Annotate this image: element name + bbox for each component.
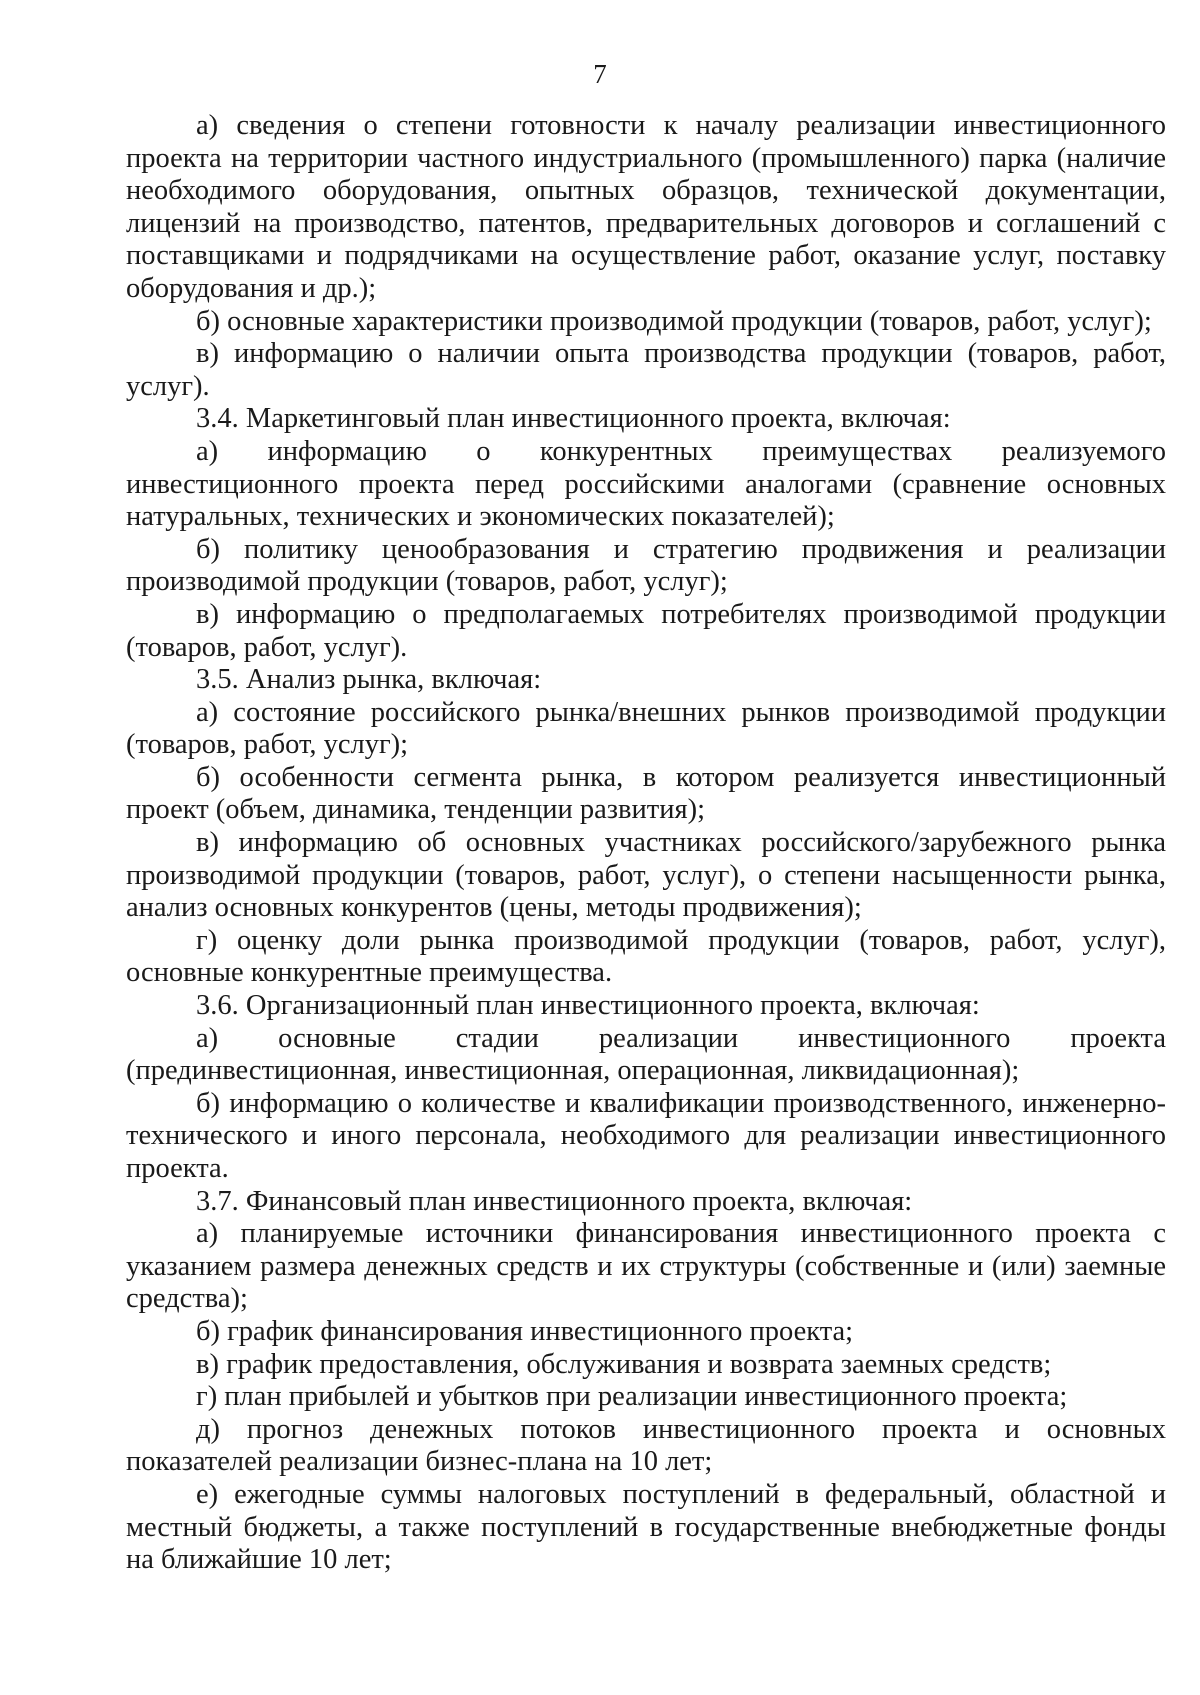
paragraph-3-3-b: б) основные характеристики производимой продукции (товаров, работ, услуг); [196, 305, 1152, 337]
document-body [126, 110, 1166, 1577]
paragraph-3-3-v: в) информацию о наличии опыта производства продукции (товаров, работ, услуг). [126, 338, 1166, 402]
section-heading-3-6: 3.6. Организационный план инвестиционного проекта, включая: [196, 990, 980, 1022]
paragraph-3-7-d: д) прогноз денежных потоков инвестиционного проекта и основных показателей реализации бизнес-плана на 10 лет; [126, 1413, 1166, 1478]
section-heading-3-4: 3.4. Маркетинговый план инвестиционного проекта, включая: [196, 403, 951, 435]
paragraph-3-7-g: г) план прибылей и убытков при реализации инвестиционного проекта; [196, 1381, 1068, 1413]
page-number: 7 [593, 59, 607, 89]
paragraph-3-7-e: е) ежегодные суммы налоговых поступлений в федеральный, областной и местный бюджеты, а также поступлений в государственные внебюджетные фонды на ближайшие 10 лет; [126, 1478, 1166, 1576]
paragraph-3-5-a: а) состояние российского рынка/внешних рынков производимой продукции (товаров, работ, услуг); [126, 696, 1166, 761]
paragraph-3-5-v: в) информацию об основных участниках российского/зарубежного рынка производимой продукции (товаров, работ, услуг), о степени насыщенности рынка, анализ основных конкурентов (цены, методы продвижения); [126, 827, 1166, 924]
paragraph-3-6-b: б) информацию о количестве и квалификации производственного, инженерно-технического и иного персонала, необходимого для реализации инвестиционного проекта. [126, 1087, 1166, 1184]
paragraph-3-4-b: б) политику ценообразования и стратегию продвижения и реализации производимой продукции (товаров, работ, услуг); [126, 533, 1166, 598]
paragraph-3-7-b: б) график финансирования инвестиционного проекта; [196, 1315, 854, 1347]
paragraph-3-5-g: г) оценку доли рынка производимой продукции (товаров, работ, услуг), основные конкурентные преимущества. [126, 924, 1166, 989]
paragraph-3-7-a: а) планируемые источники финансирования инвестиционного проекта с указанием размера денежных средств и их структуры (собственные и (или) заемные средства); [126, 1218, 1166, 1315]
paragraph-3-6-a: а) основные стадии реализации инвестиционного проекта (прединвестиционная, инвестиционная, операционная, ликвидационная); [126, 1022, 1166, 1087]
paragraph-3-4-v: в) информацию о предполагаемых потребителях производимой продукции (товаров, работ, услуг). [126, 598, 1166, 663]
paragraph-3-5-b: б) особенности сегмента рынка, в котором реализуется инвестиционный проект (объем, динамика, тенденции развития); [126, 761, 1166, 826]
section-heading-3-7: 3.7. Финансовый план инвестиционного проекта, включая: [196, 1185, 913, 1217]
section-heading-3-5: 3.5. Анализ рынка, включая: [196, 664, 542, 696]
paragraph-3-3-a: а) сведения о степени готовности к началу реализации инвестиционного проекта на территории частного индустриального (промышленного) парка (наличие необходимого оборудования, опытных образцов, технической документации, лицензий на производство, патентов, предварительных договоров и соглашений с поставщиками и подрядчиками на осуществление работ, оказание услуг, поставку оборудования и др.); [126, 110, 1166, 304]
paragraph-3-4-a: а) информацию о конкурентных преимуществах реализуемого инвестиционного проекта перед российскими аналогами (сравнение основных натуральных, технических и экономических показателей); [126, 435, 1166, 533]
paragraph-3-7-v: в) график предоставления, обслуживания и возврата заемных средств; [196, 1348, 1052, 1380]
